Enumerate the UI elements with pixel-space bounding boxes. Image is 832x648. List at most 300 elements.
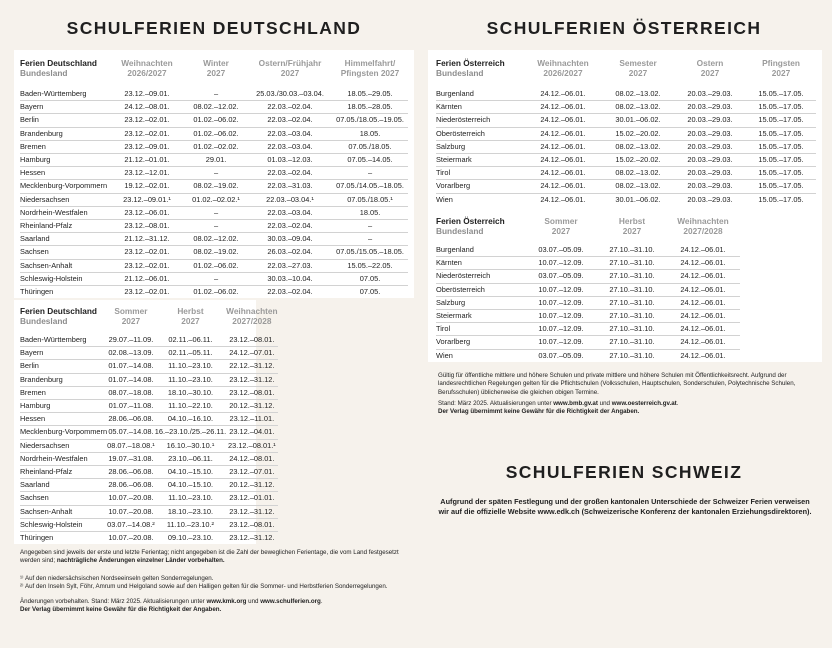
header-year: Pfingsten 2027 bbox=[340, 68, 400, 78]
date-range: 23.12.–08.01. bbox=[226, 386, 277, 399]
table-row bbox=[20, 180, 408, 193]
oesterreich-link[interactable]: www.oesterreich.gv.at bbox=[611, 400, 677, 407]
table-row bbox=[436, 310, 740, 323]
table-row bbox=[20, 466, 278, 479]
date-range: 02.08.–13.09. bbox=[107, 347, 155, 360]
table-row bbox=[20, 492, 278, 505]
date-range: 21.12.–01.01. bbox=[110, 154, 184, 167]
austria-table-1 bbox=[436, 58, 816, 206]
table-row bbox=[436, 167, 816, 180]
date-range: 01.02.–06.02. bbox=[184, 127, 248, 140]
region-name: Sachsen bbox=[20, 246, 110, 259]
germany-table-2 bbox=[20, 306, 278, 544]
date-range: 23.12.–08.01. bbox=[110, 220, 184, 233]
table-row bbox=[20, 452, 278, 465]
date-range: 23.12.–06.01. bbox=[110, 206, 184, 219]
date-range: 20.03.–29.03. bbox=[674, 154, 746, 167]
date-range: 23.12.–02.01. bbox=[110, 127, 184, 140]
table-header-winter bbox=[184, 58, 248, 88]
date-range: 23.12.–02.01. bbox=[110, 114, 184, 127]
region-name: Niedersachsen bbox=[20, 193, 110, 206]
date-range: 19.12.–02.01. bbox=[110, 180, 184, 193]
table-header-weihnachten bbox=[110, 58, 184, 88]
region-name: Wien bbox=[436, 350, 453, 360]
date-range: 07.05./15.05.–18.05. bbox=[332, 246, 408, 259]
region-name: Salzburg bbox=[436, 296, 524, 309]
date-range: 10.07.–20.08. bbox=[107, 505, 155, 518]
germany-table-1 bbox=[20, 58, 408, 298]
date-range: 09.10.–23.10. bbox=[167, 533, 214, 543]
table-header-pfingsten bbox=[746, 58, 816, 88]
date-range: 20.03.–29.03. bbox=[674, 127, 746, 140]
date-range: 01.07.–14.08. bbox=[107, 360, 155, 373]
region-name: Wien bbox=[436, 194, 453, 204]
note-bold: nachträgliche Änderungen einzelner Länder vorbehalten. bbox=[56, 557, 225, 565]
region-name: Kärnten bbox=[436, 101, 524, 114]
date-range: 23.12.–11.01. bbox=[226, 413, 277, 426]
date-range: 11.10.–23.10. bbox=[155, 360, 226, 373]
date-range: 04.10.–15.10. bbox=[155, 466, 226, 479]
date-range: 24.12.–06.01. bbox=[666, 244, 740, 257]
date-range: – bbox=[332, 220, 408, 233]
table-row bbox=[20, 88, 408, 101]
region-name: Bremen bbox=[20, 386, 107, 399]
region-name: Niedersachsen bbox=[20, 439, 107, 452]
date-range: 24.12.–08.01. bbox=[226, 452, 277, 465]
region-name: Nordrhein-Westfalen bbox=[20, 452, 107, 465]
table-row bbox=[20, 220, 408, 233]
date-range: 03.07.–05.09. bbox=[524, 270, 598, 283]
date-range: 07.05./14.05.–18.05. bbox=[332, 180, 408, 193]
date-range: 25.03./30.03.–03.04. bbox=[248, 88, 332, 101]
region-name: Tirol bbox=[436, 323, 524, 336]
kmk-link[interactable]: www.kmk.org bbox=[206, 598, 247, 605]
date-range: 10.07.–20.08. bbox=[107, 492, 155, 505]
date-range: 04.10.–16.10. bbox=[155, 413, 226, 426]
date-range: 03.07.–05.09. bbox=[538, 350, 584, 360]
table-row bbox=[436, 244, 740, 257]
date-range: 19.07.–31.08. bbox=[107, 452, 155, 465]
table-row bbox=[20, 246, 408, 259]
date-range: 23.12.–09.01.¹ bbox=[110, 193, 184, 206]
date-range: 01.02.–02.02. bbox=[184, 140, 248, 153]
header-year: 2027/2028 bbox=[232, 316, 272, 326]
date-range: 10.07.–12.09. bbox=[524, 283, 598, 296]
date-range: 11.10.–23.10. bbox=[155, 492, 226, 505]
table-header-sommer bbox=[524, 216, 598, 244]
date-range: 27.10.–31.10. bbox=[609, 350, 655, 360]
header-year: 2027 bbox=[700, 68, 720, 78]
region-name: Bremen bbox=[20, 140, 110, 153]
date-range: 29.01. bbox=[184, 154, 248, 167]
date-range: 18.05. bbox=[332, 127, 408, 140]
date-range: 10.07.–12.09. bbox=[524, 336, 598, 349]
germany-title: SCHULFERIEN DEUTSCHLAND bbox=[66, 18, 362, 38]
date-range: 20.03.–29.03. bbox=[687, 194, 733, 204]
header-year: 2027 bbox=[771, 68, 791, 78]
region-name: Burgenland bbox=[436, 88, 524, 101]
table-header-herbst bbox=[155, 306, 226, 334]
date-range: 18.10.–23.10. bbox=[155, 505, 226, 518]
date-range: 24.12.–06.01. bbox=[666, 270, 740, 283]
date-range: 20.03.–29.03. bbox=[674, 167, 746, 180]
table-header-region bbox=[436, 58, 524, 88]
table-row bbox=[20, 114, 408, 127]
date-range: 24.12.–06.01. bbox=[666, 323, 740, 336]
date-range: 01.02.–06.02. bbox=[184, 114, 248, 127]
germany-table-2-card bbox=[14, 300, 278, 544]
region-name: Vorarlberg bbox=[436, 180, 524, 193]
header-label: Weihnachten bbox=[226, 306, 278, 316]
date-range: 08.02.–13.02. bbox=[602, 101, 674, 114]
table-row bbox=[436, 180, 816, 193]
date-range: 07.05.–14.05. bbox=[332, 154, 408, 167]
table-row bbox=[436, 101, 816, 114]
table-row bbox=[20, 400, 278, 413]
schulferien-link[interactable]: www.schulferien.org bbox=[260, 598, 321, 605]
austria-section bbox=[424, 0, 824, 648]
date-range: 15.05.–17.05. bbox=[746, 127, 816, 140]
date-range: 23.12.–02.01. bbox=[110, 246, 184, 259]
table-row bbox=[20, 154, 408, 167]
date-range: 23.12.–31.12. bbox=[229, 533, 275, 543]
date-range: 15.05.–17.05. bbox=[746, 154, 816, 167]
date-range: 28.06.–06.08. bbox=[107, 413, 155, 426]
region-name: Thüringen bbox=[20, 533, 54, 543]
date-range: 22.03.–27.03. bbox=[248, 259, 332, 272]
date-range: 30.01.–06.02. bbox=[602, 114, 674, 127]
date-range: 08.02.–19.02. bbox=[184, 246, 248, 259]
date-range: – bbox=[184, 206, 248, 219]
date-range: 22.03.–02.04. bbox=[248, 114, 332, 127]
stand-text: Stand: März 2025. Aktualisierungen unter bbox=[438, 400, 554, 407]
date-range: 24.12.–06.01. bbox=[524, 154, 602, 167]
table-row bbox=[436, 140, 816, 153]
date-range: 01.02.–06.02. bbox=[184, 259, 248, 272]
date-range: – bbox=[184, 220, 248, 233]
table-row bbox=[436, 283, 740, 296]
region-name: Salzburg bbox=[436, 140, 524, 153]
date-range: 07.05. bbox=[359, 287, 381, 297]
germany-footnote-1: ¹⁾ Auf den niedersächsischen Nordseeinseln gelten Sonderregelungen. bbox=[20, 575, 214, 582]
date-range: – bbox=[184, 88, 248, 101]
date-range: 08.02.–19.02. bbox=[184, 180, 248, 193]
header-sublabel: Bundesland bbox=[436, 226, 484, 236]
region-name: Baden-Württemberg bbox=[20, 334, 107, 347]
region-name: Berlin bbox=[20, 360, 107, 373]
region-name: Steiermark bbox=[436, 310, 524, 323]
date-range: 03.07.–05.09. bbox=[524, 244, 598, 257]
date-range: 18.05.–28.05. bbox=[332, 101, 408, 114]
date-range: 15.05.–17.05. bbox=[746, 114, 816, 127]
date-range: 07.05./18.05.–19.05. bbox=[332, 114, 408, 127]
stand-text: Änderungen vorbehalten. Stand: März 2025. Aktualisierungen unter bbox=[20, 598, 207, 605]
germany-section bbox=[8, 0, 420, 648]
date-range: 28.06.–06.08. bbox=[107, 479, 155, 492]
date-range: – bbox=[184, 272, 248, 285]
date-range: 27.10.–31.10. bbox=[598, 323, 666, 336]
date-range: 27.10.–31.10. bbox=[598, 310, 666, 323]
austria-tables-card bbox=[428, 50, 822, 362]
region-name: Thüringen bbox=[20, 287, 54, 297]
date-range: – bbox=[184, 167, 248, 180]
header-label: Weihnachten bbox=[121, 58, 173, 68]
date-range: 24.12.–06.01. bbox=[666, 336, 740, 349]
switzerland-text: Aufgrund der späten Festlegung und der großen kantonalen Unterschiede der Schweizer Ferien verweisen wir auf die offizielle Website www.edk.ch (Schweizerische Konferenz der kantonalen Erziehungsdirektoren). bbox=[438, 497, 812, 516]
date-range: 21.12.–06.01. bbox=[110, 272, 184, 285]
table-row bbox=[20, 140, 408, 153]
header-year: 2027 bbox=[622, 226, 642, 236]
date-range: 24.12.–06.01. bbox=[524, 101, 602, 114]
region-name: Nordrhein-Westfalen bbox=[20, 206, 110, 219]
region-name: Saarland bbox=[20, 233, 110, 246]
table-row bbox=[20, 479, 278, 492]
table-header-weihnachten bbox=[666, 216, 740, 244]
date-range: 30.03.–10.04. bbox=[248, 272, 332, 285]
date-range: 15.05.–22.05. bbox=[332, 259, 408, 272]
header-year: 2027 bbox=[206, 68, 226, 78]
date-range: 15.02.–20.02. bbox=[602, 127, 674, 140]
region-name: Brandenburg bbox=[20, 373, 107, 386]
table-row bbox=[20, 373, 278, 386]
date-range: 22.03.–02.04. bbox=[267, 287, 313, 297]
germany-footnote-2: ²⁾ Auf den Inseln Sylt, Föhr, Amrum und Helgoland sowie auf den Halligen gelten für die Sommer- und Herbstferien Sonderregelungen. bbox=[20, 583, 388, 590]
date-range: – bbox=[332, 233, 408, 246]
table-header-ostern bbox=[674, 58, 746, 88]
date-range: 22.03.–31.03. bbox=[248, 180, 332, 193]
date-range: 23.12.–31.12. bbox=[226, 373, 277, 386]
table-row bbox=[20, 532, 278, 545]
bmb-link[interactable]: www.bmb.gv.at bbox=[553, 400, 598, 407]
date-range: 27.10.–31.10. bbox=[598, 257, 666, 270]
header-label: Ferien Österreich bbox=[436, 58, 505, 68]
date-range: 01.07.–14.08. bbox=[107, 373, 155, 386]
note-text: Angegeben sind jeweils der erste und letzte Ferientag; nicht angegeben ist die Zahl der beweglichen Ferientage, die vom Land festgesetzt werden sind; bbox=[20, 549, 399, 565]
table-row bbox=[20, 286, 408, 299]
table-row bbox=[20, 360, 278, 373]
region-name: Brandenburg bbox=[20, 127, 110, 140]
region-name: Berlin bbox=[20, 114, 110, 127]
date-range: 24.12.–06.01. bbox=[666, 296, 740, 309]
date-range: 15.05.–17.05. bbox=[746, 167, 816, 180]
date-range: 08.02.–13.02. bbox=[602, 140, 674, 153]
region-name: Sachsen-Anhalt bbox=[20, 505, 107, 518]
date-range: 08.02.–13.02. bbox=[602, 167, 674, 180]
date-range: 23.12.–09.01. bbox=[110, 140, 184, 153]
header-year: 2027/2028 bbox=[683, 226, 723, 236]
stand-text: . bbox=[676, 400, 679, 407]
date-range: 03.07.–14.08.² bbox=[107, 518, 155, 531]
header-label: Himmelfahrt/ bbox=[344, 58, 396, 68]
date-range: 08.02.–12.02. bbox=[184, 233, 248, 246]
region-name: Baden-Württemberg bbox=[20, 88, 110, 101]
header-label: Ferien Deutschland bbox=[20, 58, 97, 68]
table-row bbox=[20, 233, 408, 246]
date-range: 30.01.–06.02. bbox=[615, 194, 661, 204]
date-range: 26.03.–02.04. bbox=[248, 246, 332, 259]
date-range: 20.12.–31.12. bbox=[226, 400, 277, 413]
header-year: 2027 bbox=[628, 68, 648, 78]
region-name: Schleswig-Holstein bbox=[20, 518, 107, 531]
region-name: Hamburg bbox=[20, 400, 107, 413]
date-range: 24.12.–06.01. bbox=[524, 88, 602, 101]
date-range: 28.06.–06.08. bbox=[107, 466, 155, 479]
date-range: 22.03.–02.04. bbox=[248, 101, 332, 114]
table-row bbox=[20, 439, 278, 452]
date-range: 24.12.–06.01. bbox=[666, 257, 740, 270]
region-name: Saarland bbox=[20, 479, 107, 492]
date-range: 23.12.–01.01. bbox=[226, 492, 277, 505]
table-header-sommer bbox=[107, 306, 155, 334]
date-range: 07.05. bbox=[332, 272, 408, 285]
date-range: 23.12.–02.01. bbox=[110, 259, 184, 272]
date-range: 02.11.–05.11. bbox=[155, 347, 226, 360]
table-header-semester bbox=[602, 58, 674, 88]
date-range: 24.12.–08.01. bbox=[110, 101, 184, 114]
table-row bbox=[20, 518, 278, 531]
header-label: Weihnachten bbox=[537, 58, 589, 68]
header-label: Sommer bbox=[114, 306, 148, 316]
region-name: Steiermark bbox=[436, 154, 524, 167]
table-header-weihnachten bbox=[524, 58, 602, 88]
austria-note: Gültig für öffentliche mittlere und höhere Schulen und private mittlere und höhere Schulen mit Öffentlichkeitsrecht. Aufgrund der landesrechtlichen Regelungen gelten für die Pflichtschulen (Volksschulen, Hauptschulen, Sonderschulen, Polytechnische Schulen, Berufsschulen) üblicherweise die gleichen obigen Termine. bbox=[438, 372, 796, 396]
date-range: 20.03.–29.03. bbox=[674, 140, 746, 153]
header-label: Ferien Deutschland bbox=[20, 306, 97, 316]
date-range: 27.10.–31.10. bbox=[598, 244, 666, 257]
table-row bbox=[436, 127, 816, 140]
date-range: 10.07.–12.09. bbox=[524, 296, 598, 309]
header-year: 2027 bbox=[181, 316, 200, 326]
header-label: Semester bbox=[619, 58, 657, 68]
date-range: 20.03.–29.03. bbox=[674, 114, 746, 127]
header-sublabel: Bundesland bbox=[436, 68, 484, 78]
date-range: 30.03.–09.04. bbox=[248, 233, 332, 246]
date-range: 07.05./18.05.¹ bbox=[332, 193, 408, 206]
date-range: 23.12.–12.01. bbox=[110, 167, 184, 180]
region-name: Tirol bbox=[436, 167, 524, 180]
header-sublabel: Bundesland bbox=[20, 316, 68, 326]
date-range: 20.03.–29.03. bbox=[674, 88, 746, 101]
date-range: 10.07.–12.09. bbox=[524, 310, 598, 323]
table-row bbox=[436, 336, 740, 349]
region-name: Rheinland-Pfalz bbox=[20, 466, 107, 479]
table-header-region bbox=[20, 58, 110, 88]
date-range: 08.02.–13.02. bbox=[602, 180, 674, 193]
date-range: 01.07.–11.08. bbox=[107, 400, 155, 413]
date-range: 22.03.–03.04. bbox=[248, 140, 332, 153]
table-row bbox=[20, 413, 278, 426]
header-year: 2026/2027 bbox=[543, 68, 583, 78]
header-sublabel: Bundesland bbox=[20, 68, 68, 78]
region-name: Oberösterreich bbox=[436, 127, 524, 140]
table-row bbox=[20, 386, 278, 399]
date-range: 11.10.–22.10. bbox=[155, 400, 226, 413]
date-range: 11.10.–23.10.² bbox=[155, 518, 226, 531]
date-range: 22.03.–03.04.¹ bbox=[248, 193, 332, 206]
header-label: Sommer bbox=[544, 216, 578, 226]
date-range: 08.07.–18.08.¹ bbox=[107, 439, 155, 452]
date-range: 08.07.–18.08. bbox=[107, 386, 155, 399]
region-name: Hamburg bbox=[20, 154, 110, 167]
region-name: Niederösterreich bbox=[436, 114, 524, 127]
date-range: 22.03.–03.04. bbox=[248, 206, 332, 219]
date-range: 20.03.–29.03. bbox=[674, 101, 746, 114]
region-name: Sachsen-Anhalt bbox=[20, 259, 110, 272]
date-range: 23.12.–08.01. bbox=[226, 334, 277, 347]
date-range: 23.12.–08.01.¹ bbox=[226, 439, 277, 452]
date-range: 24.12.–06.01. bbox=[666, 310, 740, 323]
date-range: 29.07.–11.09. bbox=[107, 334, 155, 347]
date-range: 07.05./18.05. bbox=[332, 140, 408, 153]
date-range: 15.05.–17.05. bbox=[746, 101, 816, 114]
date-range: 15.05.–17.05. bbox=[746, 88, 816, 101]
date-range: 22.03.–02.04. bbox=[248, 167, 332, 180]
table-header-region bbox=[436, 216, 524, 244]
table-row bbox=[436, 270, 740, 283]
date-range: 04.10.–15.10. bbox=[155, 479, 226, 492]
table-row bbox=[436, 114, 816, 127]
date-range: 08.02.–13.02. bbox=[602, 88, 674, 101]
region-name: Bayern bbox=[20, 347, 107, 360]
table-header-region bbox=[20, 306, 107, 334]
header-year: 2027 bbox=[280, 68, 300, 78]
date-range: 24.12.–06.01. bbox=[524, 127, 602, 140]
table-header-herbst bbox=[598, 216, 666, 244]
date-range: 15.05.–17.05. bbox=[746, 140, 816, 153]
header-label: Ferien Österreich bbox=[436, 216, 505, 226]
header-year: 2026/2027 bbox=[127, 68, 167, 78]
date-range: 02.11.–06.11. bbox=[155, 334, 226, 347]
date-range: 15.05.–17.05. bbox=[746, 180, 816, 193]
date-range: 27.10.–31.10. bbox=[598, 283, 666, 296]
austria-title: SCHULFERIEN ÖSTERREICH bbox=[486, 18, 762, 38]
date-range: 24.12.–06.01. bbox=[680, 350, 726, 360]
date-range: 10.07.–20.08. bbox=[108, 533, 154, 543]
table-header-himmelfahrt bbox=[332, 58, 408, 88]
region-name: Rheinland-Pfalz bbox=[20, 220, 110, 233]
table-row bbox=[20, 193, 408, 206]
header-year: 2027 bbox=[551, 226, 571, 236]
table-header-weihnachten bbox=[226, 306, 277, 334]
header-label: Ostern bbox=[696, 58, 724, 68]
date-range: 22.12.–31.12. bbox=[226, 360, 277, 373]
date-range: 01.02.–02.02.¹ bbox=[184, 193, 248, 206]
date-range: 23.12.–04.01. bbox=[226, 426, 277, 439]
date-range: 20.03.–29.03. bbox=[674, 180, 746, 193]
table-row bbox=[436, 193, 816, 206]
date-range: 27.10.–31.10. bbox=[598, 296, 666, 309]
date-range: 23.12.–08.01. bbox=[226, 518, 277, 531]
region-name: Mecklenburg-Vorpommern bbox=[20, 426, 107, 439]
stand-text: und bbox=[246, 598, 261, 605]
germany-disclaimer: Der Verlag übernimmt keine Gewähr für die Richtigkeit der Angaben. bbox=[20, 606, 222, 613]
table-row bbox=[20, 167, 408, 180]
header-label: Pfingsten bbox=[762, 58, 800, 68]
date-range: 24.12.–06.01. bbox=[524, 114, 602, 127]
date-range: 18.10.–30.10. bbox=[155, 386, 226, 399]
date-range: 23.12.–09.01. bbox=[110, 88, 184, 101]
stand-text: . bbox=[320, 598, 323, 605]
header-label: Weihnachten bbox=[677, 216, 729, 226]
date-range: 23.12.–02.01. bbox=[124, 287, 170, 297]
date-range: 15.05.–17.05. bbox=[758, 194, 804, 204]
date-range: 24.12.–06.01. bbox=[524, 140, 602, 153]
header-label: Herbst bbox=[618, 216, 646, 226]
region-name: Sachsen bbox=[20, 492, 107, 505]
table-row bbox=[436, 349, 740, 362]
date-range: 18.05.–29.05. bbox=[332, 88, 408, 101]
table-row bbox=[20, 259, 408, 272]
